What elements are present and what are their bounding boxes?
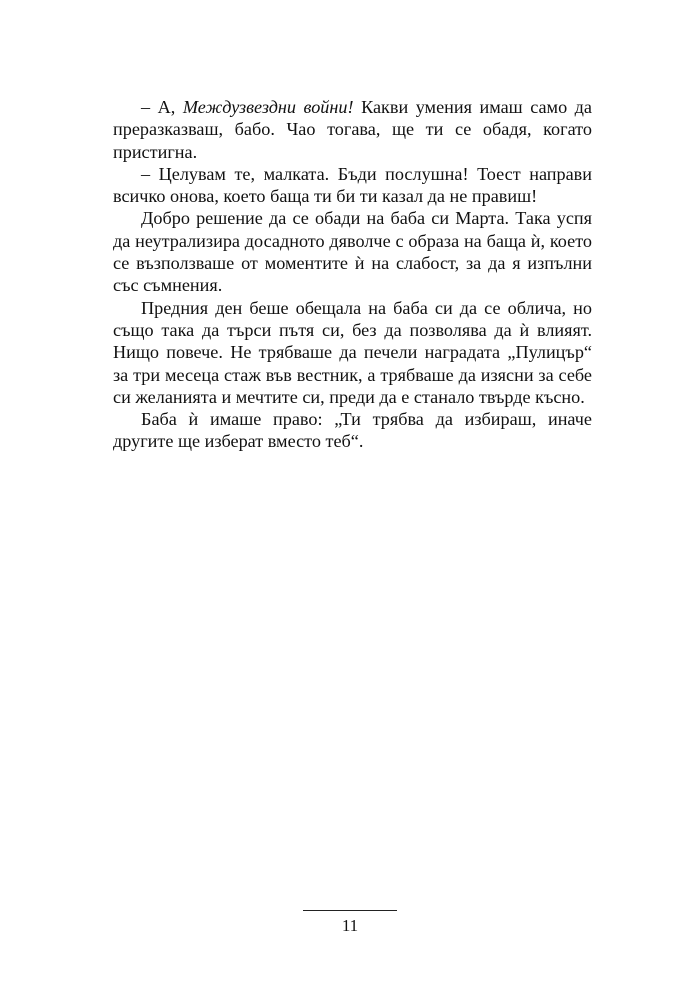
paragraph-grandma-right: Баба ѝ имаше право: „Ти трябва да избираш, иначе другите ще изберат вместо теб“. [113,409,592,452]
paragraph-previous-day: Предния ден беше обещала на баба си да се облича, но също така да търси пътя си, без да позволява да ѝ влияят. Нищо повече. Не трябваше да печели наградата „Пулицър“ за три месеца стаж във вестник, а трябваше да изясни за себе си желанията и мечтите си, преди да е станало твърде късно. [113,297,592,407]
page-number: 11 [341,916,359,935]
body-text [113,96,592,453]
paragraph-1-lead: – А, [141,97,183,117]
paragraph-dialogue-star-wars [113,96,592,163]
footer-divider [303,910,397,911]
book-title-italic: Междузвездни войни! [182,97,354,117]
paragraph-dialogue-kiss: – Целувам те, малката. Бъди послушна! Тоест направи всичко онова, което баща ти би ти казал да не правиш! [113,163,592,207]
paragraph-1-rest: Какви умения имаш само да преразказваш, бабо. Чао тогава, ще ти се обадя, когато пристигна. [113,97,593,162]
paragraph-good-decision: Добро решение да се обади на баба си Марта. Така успя да неутрализира досадното дяволче с образа на баща ѝ, което се възползваше от моментите ѝ на слабост, за да я изпълни със съмнения. [113,208,592,296]
